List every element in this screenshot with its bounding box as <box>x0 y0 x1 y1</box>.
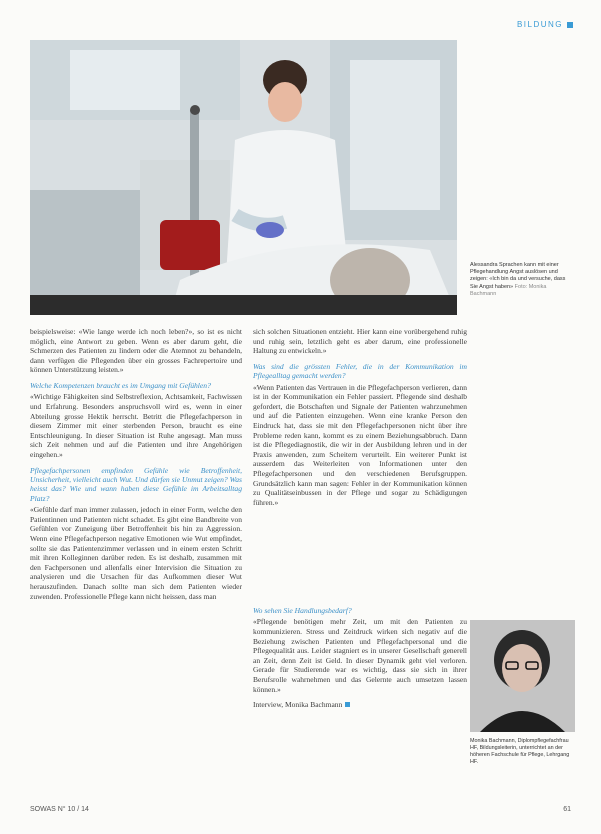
paragraph: «Pflegende benötigen mehr Zeit, um mit den Patienten zu kommunizieren. Stress und Zeitdruck wirken sich negativ auf die Beziehung zwischen Patienten und Pflegefachpersonal und die Pflegequalität aus. Leider stagniert es in unserer Gesellschaft generell an Zeit, denn Zeit ist Geld. In dieser Dynamik geht viel verloren. Gerade für Studierende war es wichtig, dass sie sich in ihrer Berufsrolle wahrnehmen und das Gelernte auch umsetzen lassen können.» <box>253 617 467 694</box>
portrait-photo <box>470 620 575 732</box>
paragraph: «Wichtige Fähigkeiten sind Selbstreflexion, Achtsamkeit, Fachwissen und Erfahrung. Besonders anspruchsvoll wird es, wenn in einer Abteilung grosse Hektik herrscht. Betritt die Pflegefachperson in diesem Zimmer mit einer sterbenden Person, braucht es eine Entschleunigung. In dieser Situation ist Ruhe angesagt. Man muss sich Zeit nehmen und auf die Patienten und ihre Angehörigen eingehen.» <box>30 392 242 459</box>
end-square <box>345 702 350 707</box>
question-heading: Wo sehen Sie Handlungsbedarf? <box>253 606 352 615</box>
photo-caption: Alessandra Sprachen kann mit einer Pflegehandlung Angst auslösen und zeigen: «Ich bin da und versuche, dass Sie Angst haben» Foto: Monika Bachmann <box>470 262 566 297</box>
hospital-photo <box>30 40 457 315</box>
question-heading: Pflegefachpersonen empfinden Gefühle wie Betroffenheit, Unsicherheit, vielleicht auch Wut. Und dürfen sie Unmut zeigen? Was heisst das? Wie und wann haben diese Gefühle im Arbeitsalltag Platz? <box>30 465 242 503</box>
column-2 <box>253 327 467 513</box>
paragraph: sich solchen Situationen entzieht. Hier kann eine vorübergehend ruhig und ruhig sein, letztlich geht es aber darum, eine professionelle Haltung zu entwickeln.» <box>253 327 467 356</box>
section-square <box>567 22 573 28</box>
paragraph: «Wenn Patienten das Vertrauen in die Pflegefachperson verlieren, dann ist in der Kommunikation ein Fehler passiert. Pflegende sind deshalb gefordert, die Botschaften und Signale der Patienten wahrzunehmen und auf die Patienten einzugehen. Wenn eine kranke Person den Eindruck hat, dass sie mit den Pflegefachpersonen nicht über ihre Probleme reden kann, kommt es zu einem Beziehungsabbruch. Dann ist die Pflegediagnostik, die wir in der Ausbildung lehren und in der Praxis anwenden, zum Scheitern verurteilt. Ein weiterer Punkt ist ausserdem das Weiterleiten von Informationen unter den Pflegefachpersonen und den verschiedenen Berufsgruppen. Grundsätzlich kann man sagen: Fehler in der Kommunikation können zu Qualitätseinbussen in der Pflege und sogar zu Schädigungen führen.» <box>253 382 467 507</box>
section-label: BILDUNG <box>517 20 573 29</box>
column-2-lower <box>253 600 467 710</box>
interview-signature: Interview, Monika Bachmann <box>253 700 467 710</box>
column-1 <box>30 327 242 607</box>
page-footer <box>30 806 571 820</box>
question-heading: Welche Kompetenzen braucht es im Umgang mit Gefühlen? <box>30 380 211 390</box>
paragraph: «Gefühle darf man immer zulassen, jedoch in einer Form, welche den Patientinnen und Patienten nicht schadet. Es gibt eine Bandbreite von Gefühlen vor Zuneigung über Betroffenheit bis hin zu Aggression. Wenn eine Pflegefachperson negative Emotionen wie Wut empfindet, sollte sie das Patientenzimmer verlassen und in einem ersten Schritt mit ihren Kolleginnen darüber reden. Es ist deshalb, zusammen mit den Fachpersonen und allenfalls einer Intervision die Situation zu analysieren und die Ursachen für das Aufkommen dieser Wut herauszufinden. Danach sollte man sich dem Patienten wieder zuwenden. Professionelle Pflege kann nicht heissen, dass man <box>30 505 242 601</box>
question-heading: Was sind die grössten Fehler, die in der Kommunikation im Pflegealltag gemacht werden? <box>253 361 467 381</box>
photo-credit: Foto: Monika Bachmann <box>470 283 547 297</box>
portrait-caption: Monika Bachmann, Diplompflegefachfrau HF, Bildungsleiterin, unterrichtet an der höheren Fachschule für Pflege, Lehrgang HF. <box>470 738 570 765</box>
magazine-issue: SOWAS N° 10 / 14 <box>30 806 89 813</box>
paragraph: beispielsweise: «Wie lange werde ich noch leben?», so ist es nicht möglich, eine Antwort zu geben. Wenn es aber darum geht, die Schmerzen des Patienten zu lindern oder die Atemnot zu behandeln, dann verfügen die Pflegenden über ein grosses Fachrepertoire und können Unterstützung leisten.» <box>30 327 242 375</box>
page-number: 61 <box>563 806 571 813</box>
